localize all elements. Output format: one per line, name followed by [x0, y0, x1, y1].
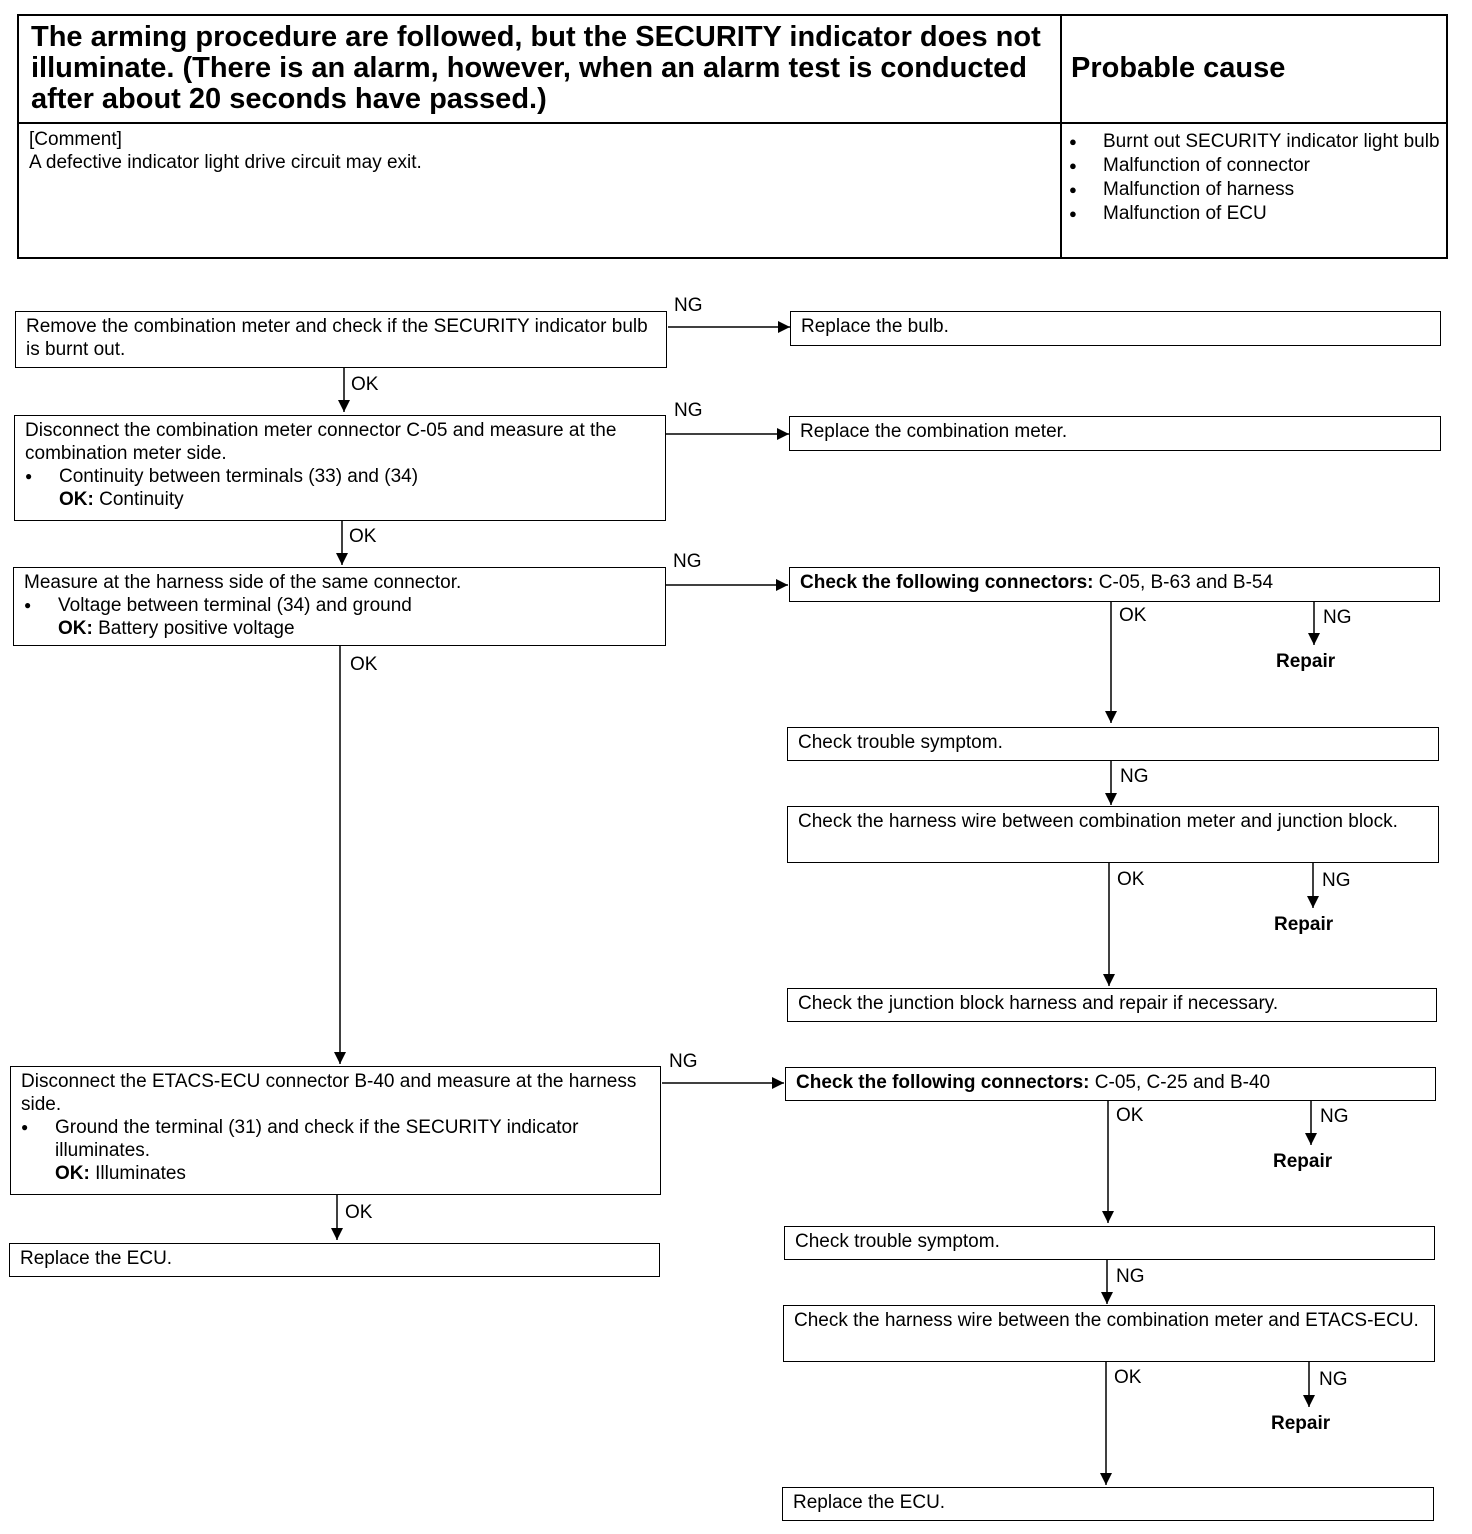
ok-label: OK [350, 654, 378, 675]
step1-box [15, 311, 667, 368]
junction-block-box [787, 988, 1437, 1022]
replace-ecu-text: Replace the ECU. [793, 1492, 946, 1513]
ng-label: NG [674, 400, 703, 421]
harness-check-box-2 [783, 1305, 1435, 1362]
step4-bullet: ● Ground the terminal (31) and check if the SECURITY indicator illuminates. [21, 1116, 650, 1162]
probable-cause-list [1069, 130, 1441, 226]
ok-criteria-value: Battery positive voltage [98, 618, 295, 639]
ng-label: NG [1323, 607, 1352, 628]
check-connectors-box-2 [785, 1067, 1436, 1101]
cause-item: ● Burnt out SECURITY indicator light bulb [1069, 130, 1441, 154]
ok-label: OK [1116, 1105, 1144, 1126]
harness-check-text: Check the harness wire between the combination meter and ETACS-ECU. [794, 1310, 1419, 1331]
step1-ng-text: Replace the bulb. [801, 316, 949, 337]
check-connectors-value: C-05, C-25 and B-40 [1094, 1072, 1271, 1093]
step3-bullet: ● Voltage between terminal (34) and ground [24, 594, 655, 617]
comment-block [29, 128, 422, 174]
trouble-symptom-text: Check trouble symptom. [798, 732, 1003, 753]
repair-label: Repair [1271, 1413, 1331, 1434]
step2-ok-line [25, 488, 655, 511]
ng-label: NG [673, 551, 702, 572]
step2-ng-box [789, 416, 1441, 451]
ng-label: NG [1320, 1106, 1349, 1127]
ok-label: OK [351, 374, 379, 395]
ok-criteria-label: OK: [55, 1163, 90, 1184]
ng-label: NG [1322, 870, 1351, 891]
symptom-title: The arming procedure are followed, but the SECURITY indicator does not illuminate. (There is an alarm, however, when an alarm test is conducted after about 20 seconds have passed.) [31, 21, 1041, 115]
probable-cause-heading: Probable cause [1071, 52, 1286, 84]
step3-box [13, 567, 666, 646]
ok-label: OK [1114, 1367, 1142, 1388]
junction-block-text: Check the junction block harness and repair if necessary. [798, 993, 1279, 1014]
replace-ecu-text: Replace the ECU. [20, 1248, 173, 1269]
step2-bullet: ● Continuity between terminals (33) and (34) [25, 465, 655, 488]
harness-check-box-1 [787, 806, 1439, 863]
harness-check-text: Check the harness wire between combination meter and junction block. [798, 811, 1398, 832]
check-connectors-value: C-05, B-63 and B-54 [1098, 572, 1274, 593]
cause-item: ● Malfunction of ECU [1069, 202, 1441, 226]
ok-label: OK [1119, 605, 1147, 626]
replace-ecu-box-2 [782, 1487, 1434, 1521]
check-connectors-label: Check the following connectors: [796, 1072, 1090, 1093]
table-divider-vertical [1060, 16, 1062, 257]
ok-criteria-label: OK: [59, 489, 94, 510]
repair-label: Repair [1274, 914, 1334, 935]
check-connectors-box-1 [789, 567, 1440, 602]
step4-ok-line [21, 1162, 650, 1185]
trouble-symptom-box-1 [787, 727, 1439, 761]
comment-label: [Comment] [29, 129, 122, 150]
step2-ng-text: Replace the combination meter. [800, 421, 1068, 442]
ng-label: NG [1120, 766, 1149, 787]
ok-criteria-label: OK: [58, 618, 93, 639]
ng-label: NG [1116, 1266, 1145, 1287]
repair-label: Repair [1276, 651, 1336, 672]
step1-ng-box [790, 311, 1441, 346]
ok-label: OK [349, 526, 377, 547]
trouble-symptom-text: Check trouble symptom. [795, 1231, 1000, 1252]
ok-label: OK [1117, 869, 1145, 890]
step3-text: Measure at the harness side of the same connector. [24, 572, 462, 593]
repair-label: Repair [1273, 1151, 1333, 1172]
step4-box [10, 1066, 661, 1195]
cause-item: ● Malfunction of connector [1069, 154, 1441, 178]
table-divider-horizontal [19, 122, 1446, 124]
step1-text: Remove the combination meter and check if the SECURITY indicator bulb is burnt out. [26, 316, 648, 360]
ng-label: NG [669, 1051, 698, 1072]
ng-label: NG [674, 295, 703, 316]
trouble-symptom-box-2 [784, 1226, 1435, 1260]
step2-box [14, 415, 666, 521]
check-connectors-label: Check the following connectors: [800, 572, 1094, 593]
replace-ecu-box-1 [9, 1243, 660, 1277]
cause-item: ● Malfunction of harness [1069, 178, 1441, 202]
comment-text: A defective indicator light drive circuit may exit. [29, 152, 422, 173]
ok-criteria-value: Continuity [99, 489, 184, 510]
ok-label: OK [345, 1202, 373, 1223]
step2-text: Disconnect the combination meter connector C-05 and measure at the combination meter side. [25, 420, 617, 464]
ok-criteria-value: Illuminates [95, 1163, 186, 1184]
symptom-table [17, 14, 1448, 259]
step4-text: Disconnect the ETACS-ECU connector B-40 and measure at the harness side. [21, 1071, 637, 1115]
step3-ok-line [24, 617, 655, 640]
ng-label: NG [1319, 1369, 1348, 1390]
